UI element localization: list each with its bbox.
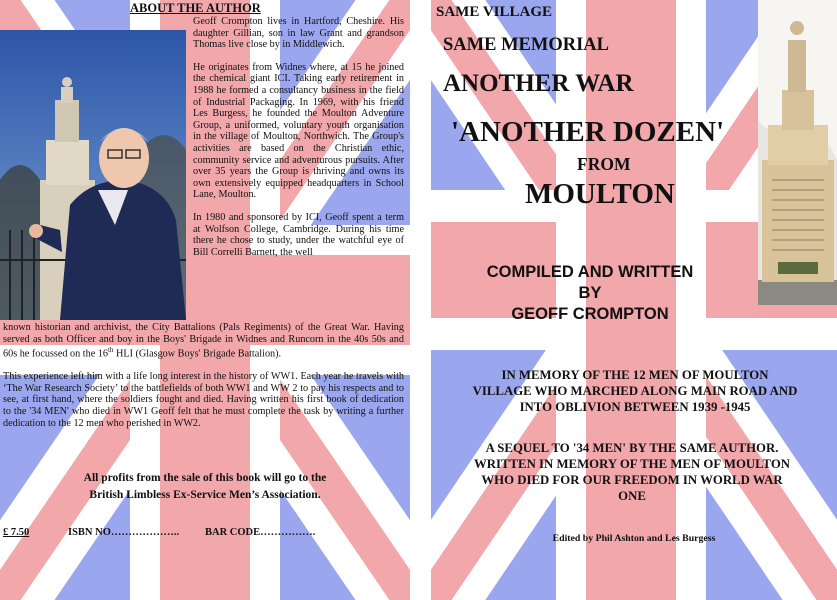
author-bio-wide <box>3 322 404 429</box>
price: £ 7.50 <box>3 527 30 538</box>
front-cover <box>431 0 837 600</box>
profits-line-2: British Limbless Ex-Service Men’s Association. <box>89 489 321 501</box>
title-same-village: SAME VILLAGE <box>436 4 553 20</box>
bio-paragraph-1: Geoff Crompton lives in Hartford, Cheshire. His daughter Gillian, son in law Grant and grandson Thomas live close by in Middlewich. <box>193 16 404 51</box>
compiled-by-block <box>431 262 749 325</box>
compiled-line-3: GEOFF CROMPTON <box>511 305 669 323</box>
sequel-line-1: A SEQUEL TO '34 MEN' BY THE SAME AUTHOR. <box>485 441 779 455</box>
sequel-line-4: ONE <box>618 489 646 503</box>
title-another-war: ANOTHER WAR <box>443 70 634 97</box>
compiled-line-2: BY <box>578 284 602 302</box>
edited-by: Edited by Phil Ashton and Les Burgess <box>552 533 716 544</box>
memory-line-2: VILLAGE WHO MARCHED ALONG MAIN ROAD AND <box>472 384 798 398</box>
bio-paragraph-3-continued: known historian and archivist, the City Battalions (Pals Regiments) of the Great War. Having served as both Officer and boy in the Boys' Brigade in Widnes and Runcorn in the 40s 50s and 60s he focussed on the 16th HLI (Glasgow Boys' Brigade Battalion). <box>3 322 404 360</box>
sequel-block <box>431 440 833 504</box>
barcode-field: BAR CODE……………. <box>205 527 316 538</box>
memory-line-1: IN MEMORY OF THE 12 MEN OF MOULTON <box>501 368 769 382</box>
author-bio-column <box>193 16 404 258</box>
in-memory-block <box>435 367 835 415</box>
isbn-field: ISBN NO……………….. <box>68 527 180 538</box>
sequel-line-2: WRITTEN IN MEMORY OF THE MEN OF MOULTON <box>473 457 791 471</box>
title-another-dozen: 'ANOTHER DOZEN' <box>451 116 725 148</box>
bio-paragraph-2: He originates from Widnes where, at 15 he joined the chemical giant ICI. Taking early retirement in 1988 he formed a consultancy business in the field of Industrial Packaging. In 1969, with his friend Les Burgess, he founded the Moulton Adventure Group, a uniformed, voluntary youth organisation in the village of Moulton, Northwich. The Group's activities are based on the Christian ethic, community service and adventurous pursuits. After over 35 years the Group is thriving and owns its own extensively equipped headquarters in School Lane, Moulton. <box>193 61 404 201</box>
compiled-line-1: COMPILED AND WRITTEN <box>486 263 694 281</box>
title-from: FROM <box>577 154 631 174</box>
sequel-line-3: WHO DIED FOR OUR FREEDOM IN WORLD WAR <box>481 473 783 487</box>
title-same-memorial: SAME MEMORIAL <box>443 35 609 55</box>
author-photo <box>0 30 186 320</box>
bio-paragraph-3: In 1980 and sponsored by ICI, Geoff spent a term at Wolfson College, Cambridge. During his time there he chose to study, under the watchful eye of Bill Correlli Barnett, the well <box>193 211 404 258</box>
memory-line-3: INTO OBLIVION BETWEEN 1939 -1945 <box>519 400 751 414</box>
title-moulton: MOULTON <box>525 178 675 210</box>
profits-line-1: All profits from the sale of this book will go to the <box>83 472 327 484</box>
about-author-heading: ABOUT THE AUTHOR <box>130 1 261 15</box>
bio-paragraph-4: This experience left him with a life long interest in the history of WW1. Each year he travels with ‘The War Research Society’ to the battlefields of both WW1 and WW 2 to pay his respects and to see, at first hand, where the soldiers fought and died. Having written his first book of dedication to the '34 MEN' who died in WW1 Geoff felt that he must complete the task by writing a further dedication to the 12 men who perished in WW2. <box>3 371 404 429</box>
memorial-photo <box>758 0 837 305</box>
back-cover <box>0 0 410 600</box>
profits-notice <box>50 470 360 504</box>
